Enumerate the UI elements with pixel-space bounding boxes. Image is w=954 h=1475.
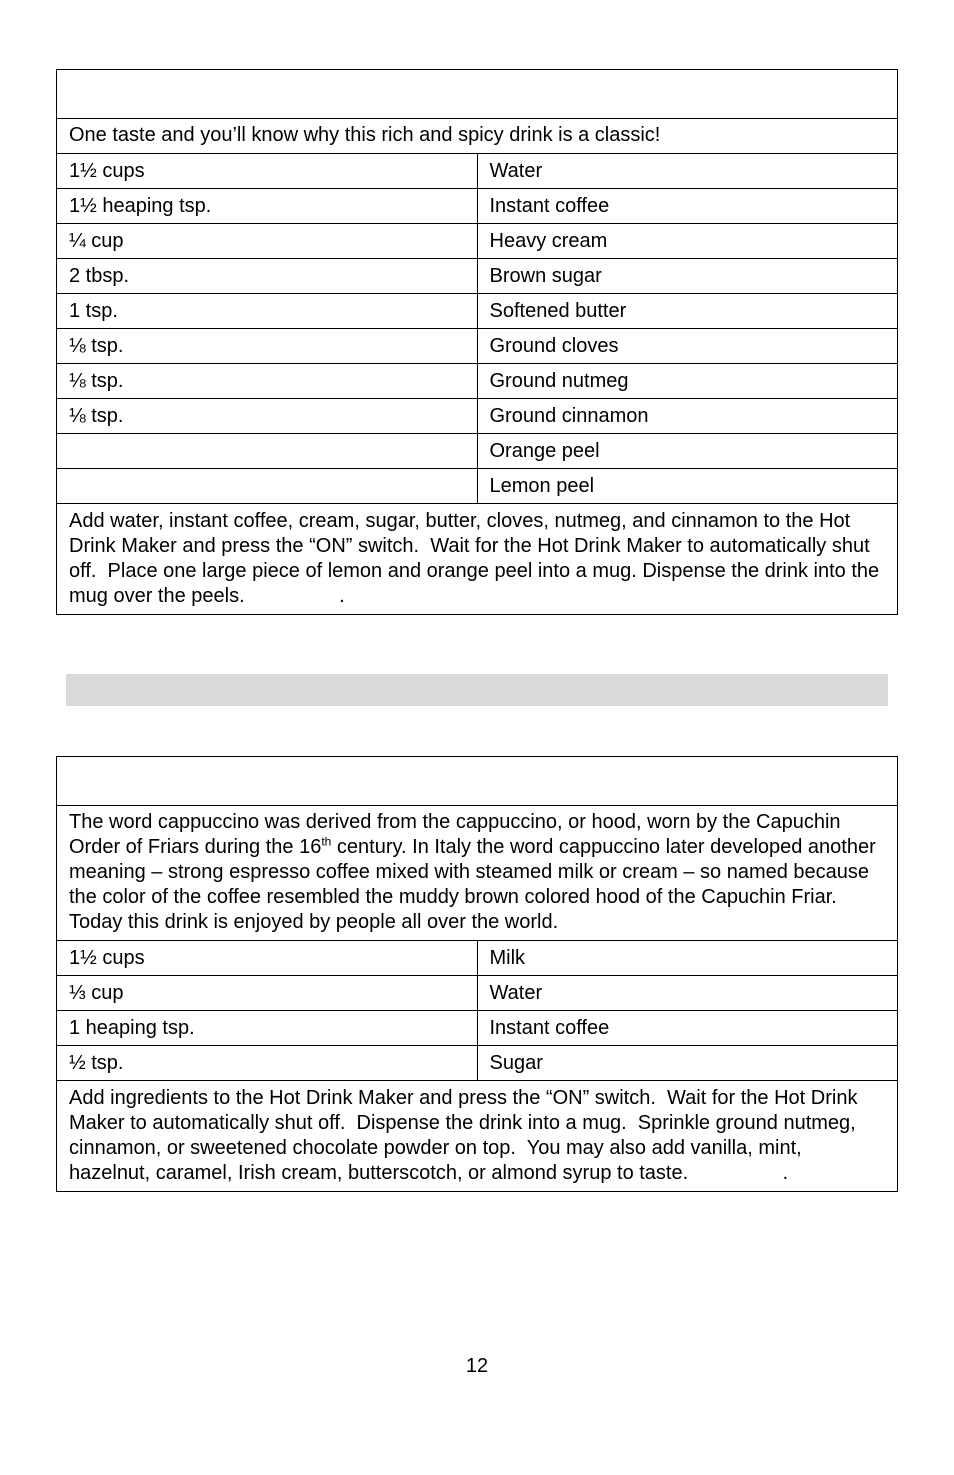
recipe-instructions: Add ingredients to the Hot Drink Maker and press the “ON” switch. Wait for the Hot Drink Maker to automatically shut off. Dispense the drink into a mug. Sprinkle ground nutmeg, cinnamon, or sweetened chocolate powder on top. You may also add vanilla, mint, hazelnut, caramel, Irish cream, butterscotch, or almond syrup to taste. . bbox=[57, 1081, 898, 1192]
ingredient-quantity: 1½ cups bbox=[57, 941, 478, 976]
recipe-description: One taste and you’ll know why this rich and spicy drink is a classic! bbox=[57, 119, 898, 154]
ingredient-name: Ground cloves bbox=[477, 329, 898, 364]
description-text: The word cappuccino was derived from the cappuccino, or hood, worn by the Capuchin Order of Friars during the 16 bbox=[69, 811, 841, 858]
description-text: century. In Italy the word cappuccino later developed another meaning – strong espresso coffee mixed with steamed milk or cream – so named because the color of the coffee resembled the muddy brown colored hood of the Capuchin Friar. Today this drink is enjoyed by people all over the world. bbox=[69, 836, 876, 933]
ingredient-name: Heavy cream bbox=[477, 224, 898, 259]
ingredient-quantity: 1 heaping tsp. bbox=[57, 1011, 478, 1046]
ordinal-suffix: th bbox=[321, 834, 332, 849]
ingredient-row bbox=[57, 294, 898, 329]
ingredient-name: Water bbox=[477, 976, 898, 1011]
ingredient-row bbox=[57, 154, 898, 189]
ingredient-quantity: 2 tbsp. bbox=[57, 259, 478, 294]
ingredient-quantity: ⅛ tsp. bbox=[57, 329, 478, 364]
ingredient-name: Milk bbox=[477, 941, 898, 976]
recipe-title bbox=[57, 70, 898, 119]
ingredient-row bbox=[57, 469, 898, 504]
ingredient-row bbox=[57, 1046, 898, 1081]
ingredient-quantity: 1½ heaping tsp. bbox=[57, 189, 478, 224]
ingredient-row bbox=[57, 364, 898, 399]
ingredient-row bbox=[57, 434, 898, 469]
ingredient-quantity bbox=[57, 469, 478, 504]
ingredient-name: Sugar bbox=[477, 1046, 898, 1081]
ingredient-row bbox=[57, 941, 898, 976]
ingredient-row bbox=[57, 976, 898, 1011]
ingredient-quantity: ⅛ tsp. bbox=[57, 364, 478, 399]
ingredient-quantity: 1½ cups bbox=[57, 154, 478, 189]
ingredient-name: Instant coffee bbox=[477, 1011, 898, 1046]
ingredient-name: Instant coffee bbox=[477, 189, 898, 224]
ingredient-name: Ground cinnamon bbox=[477, 399, 898, 434]
ingredient-row bbox=[57, 399, 898, 434]
recipe-title bbox=[57, 757, 898, 806]
page-number: 12 bbox=[465, 1355, 489, 1377]
recipe-description bbox=[57, 806, 898, 941]
ingredient-quantity: ⅓ cup bbox=[57, 976, 478, 1011]
ingredient-quantity bbox=[57, 434, 478, 469]
ingredient-name: Orange peel bbox=[477, 434, 898, 469]
ingredient-row bbox=[57, 224, 898, 259]
recipe-table-1 bbox=[56, 69, 898, 615]
section-divider-bar bbox=[66, 674, 888, 706]
ingredient-name: Brown sugar bbox=[477, 259, 898, 294]
ingredient-row bbox=[57, 329, 898, 364]
ingredient-row bbox=[57, 259, 898, 294]
ingredient-name: Softened butter bbox=[477, 294, 898, 329]
ingredient-quantity: ⅛ tsp. bbox=[57, 399, 478, 434]
ingredient-quantity: 1 tsp. bbox=[57, 294, 478, 329]
recipe-table-2 bbox=[56, 756, 898, 1192]
ingredient-quantity: ¼ cup bbox=[57, 224, 478, 259]
ingredient-name: Water bbox=[477, 154, 898, 189]
ingredient-name: Lemon peel bbox=[477, 469, 898, 504]
ingredient-name: Ground nutmeg bbox=[477, 364, 898, 399]
ingredient-row bbox=[57, 189, 898, 224]
ingredient-quantity: ½ tsp. bbox=[57, 1046, 478, 1081]
recipe-instructions: Add water, instant coffee, cream, sugar, butter, cloves, nutmeg, and cinnamon to the Hot Drink Maker and press the “ON” switch. Wait for the Hot Drink Maker to automatically shut off. Place one large piece of lemon and orange peel into a mug. Dispense the drink into the mug over the peels. . bbox=[57, 504, 898, 615]
ingredient-row bbox=[57, 1011, 898, 1046]
